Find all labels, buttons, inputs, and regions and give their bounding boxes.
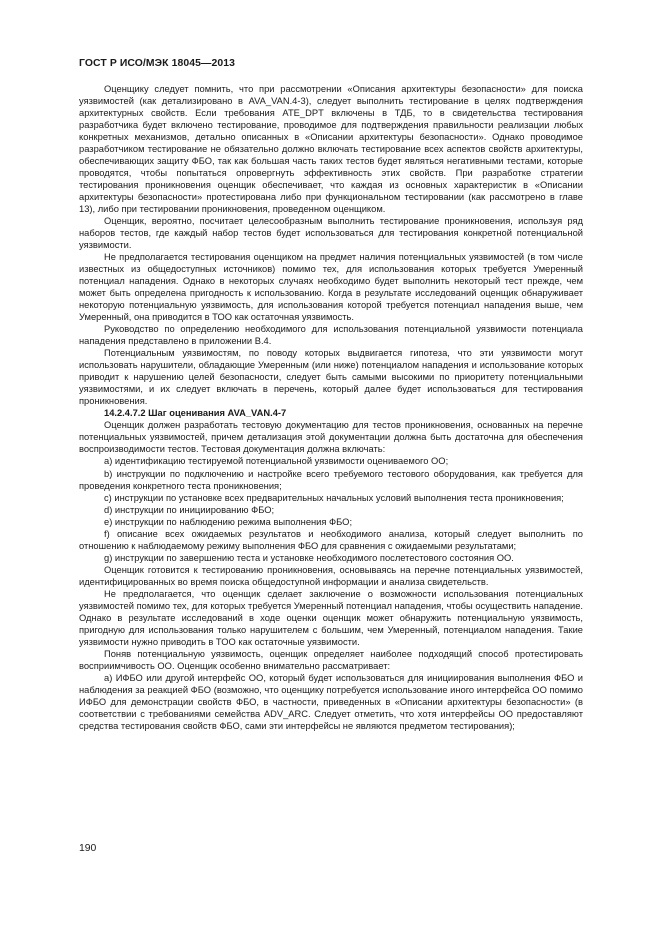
list-item: g) инструкции по завершению теста и установке необходимого послетестового состояния ОО. bbox=[104, 552, 514, 563]
paragraph: Не предполагается тестирования оценщиком на предмет наличия потенциальных уязвимостей (в том числе известных из общедоступных источников) помимо тех, для использования которых требуется Умеренный потенциал нападения. Однако в некоторых случаях необходимо будет выполнить некоторый тест прежде, чем может быть определена пригодность к использованию. Когда в результате исследований оценщик обнаруживает некоторую потенциальную уязвимость, для использования которой требуется потенциал нападения выше, чем Умеренный, она приводится в ТОО как остаточная уязвимость. bbox=[79, 252, 583, 323]
list-item: c) инструкции по установке всех предварительных начальных условий выполнения теста проникновения; bbox=[104, 492, 564, 503]
paragraph: Оценщику следует помнить, что при рассмотрении «Описания архитектуры безопасности» для поиска уязвимостей (как детализировано в AVA_VAN.4-3), следует выполнить тестирование в целях подтверждения архитектурных свойств. Если требования ATE_DPT включены в ТДБ, то в свидетельства тестирования разработчика будет включено тестирование, проводимое для подтверждения правильности реализации любых конкретных механизмов, детально описанных в «Описании архитектуры безопасности». Однако проводимое разработчиком тестирование не обязательно должно включать тестирование всех аспектов свойств архитектуры, обеспечивающих защиту ФБО, так как большая часть таких тестов будет являться негативными тестами, которые проводятся, чтобы попытаться опровергнуть эффективность этих свойств. При разработке стратегии тестирования проникновения оценщик обеспечивает, что каждая из основных характеристик в «Описании архитектуры безопасности» протестирована либо при функциональном тестировании (как рассмотрено в главе 13), либо при тестировании проникновения, проведенном оценщиком. bbox=[79, 84, 583, 215]
paragraph: Оценщик готовится к тестированию проникновения, основываясь на перечне потенциальных уязвимостей, идентифицированных во время поиска общедоступной информации и анализа свидетельств. bbox=[79, 564, 583, 587]
list-item: b) инструкции по подключению и настройке всего требуемого тестового оборудования, как требуется для проведения конкретного теста проникновения; bbox=[79, 468, 583, 491]
paragraph: Руководство по определению необходимого для использования потенциальной уязвимости потенциала нападения представлено в приложении В.4. bbox=[79, 324, 583, 347]
section-heading: 14.2.4.7.2 Шаг оценивания AVA_VAN.4-7 bbox=[104, 408, 287, 419]
paragraph: Оценщик, вероятно, посчитает целесообразным выполнить тестирование проникновения, используя ряд наборов тестов, где каждый набор тестов будет использоваться для тестирования конкретной потенциальной уязвимости. bbox=[79, 216, 583, 251]
paragraph: Не предполагается, что оценщик сделает заключение о возможности использования потенциальных уязвимостей помимо тех, для которых требуется Умеренный потенциал нападения, чтобы осуществить нападение. Однако в результате исследований в ходе оценки оценщик может обнаружить потенциальную уязвимость, пригодную для использования только нарушителем с большим, чем Умеренный, потенциалом нападения. Такие уязвимости нужно приводить в ТОО как остаточные уязвимости. bbox=[79, 588, 583, 647]
document-body bbox=[79, 83, 583, 732]
list-item: a) идентификацию тестируемой потенциальной уязвимости оцениваемого ОО; bbox=[104, 456, 449, 467]
paragraph: Потенциальным уязвимостям, по поводу которых выдвигается гипотеза, что эти уязвимости могут использовать нарушители, обладающие Умеренным (или ниже) потенциалом нападения и использование которых приводит к нарушению целей безопасности, следует быть самыми высокими по приоритету потенциальными уязвимостями, и их следует включать в перечень, который далее будет использоваться для тестирования проникновения. bbox=[79, 348, 583, 407]
paragraph: Оценщик должен разработать тестовую документацию для тестов проникновения, основанных на перечне потенциальных уязвимостей, причем детализация этой документации должна быть достаточна для обеспечения воспроизводимости тестов. Тестовая документация должна включать: bbox=[79, 420, 583, 455]
list-item: a) ИФБО или другой интерфейс ОО, который будет использоваться для инициирования выполнения ФБО и наблюдения за реакцией ФБО (возможно, что оценщику потребуется использование иного интерфейса ОО помимо ИФБО для демонстрации свойств ФБО, в частности, приведенных в «Описании архитектуры безопасности» (в соответствии с требованиями семейства ADV_ARC. Следует отметить, что хотя интерфейсы ОО предоставляют средства тестирования свойств ФБО, сами эти интерфейсы не являются предметом тестирования); bbox=[79, 672, 583, 731]
list-item: f) описание всех ожидаемых результатов и необходимого анализа, который следует выполнить по отношению к наблюдаемому режиму выполнения ФБО для сравнения с ожидаемыми результатами; bbox=[79, 528, 583, 551]
paragraph: Поняв потенциальную уязвимость, оценщик определяет наиболее подходящий способ протестировать восприимчивость ОО. Оценщик особенно внимательно рассматривает: bbox=[79, 648, 583, 671]
list-item: e) инструкции по наблюдению режима выполнения ФБО; bbox=[104, 516, 353, 527]
page-number: 190 bbox=[79, 843, 97, 854]
list-item: d) инструкции по инициированию ФБО; bbox=[104, 504, 275, 515]
document-header: ГОСТ Р ИСО/МЭК 18045—2013 bbox=[79, 58, 235, 69]
